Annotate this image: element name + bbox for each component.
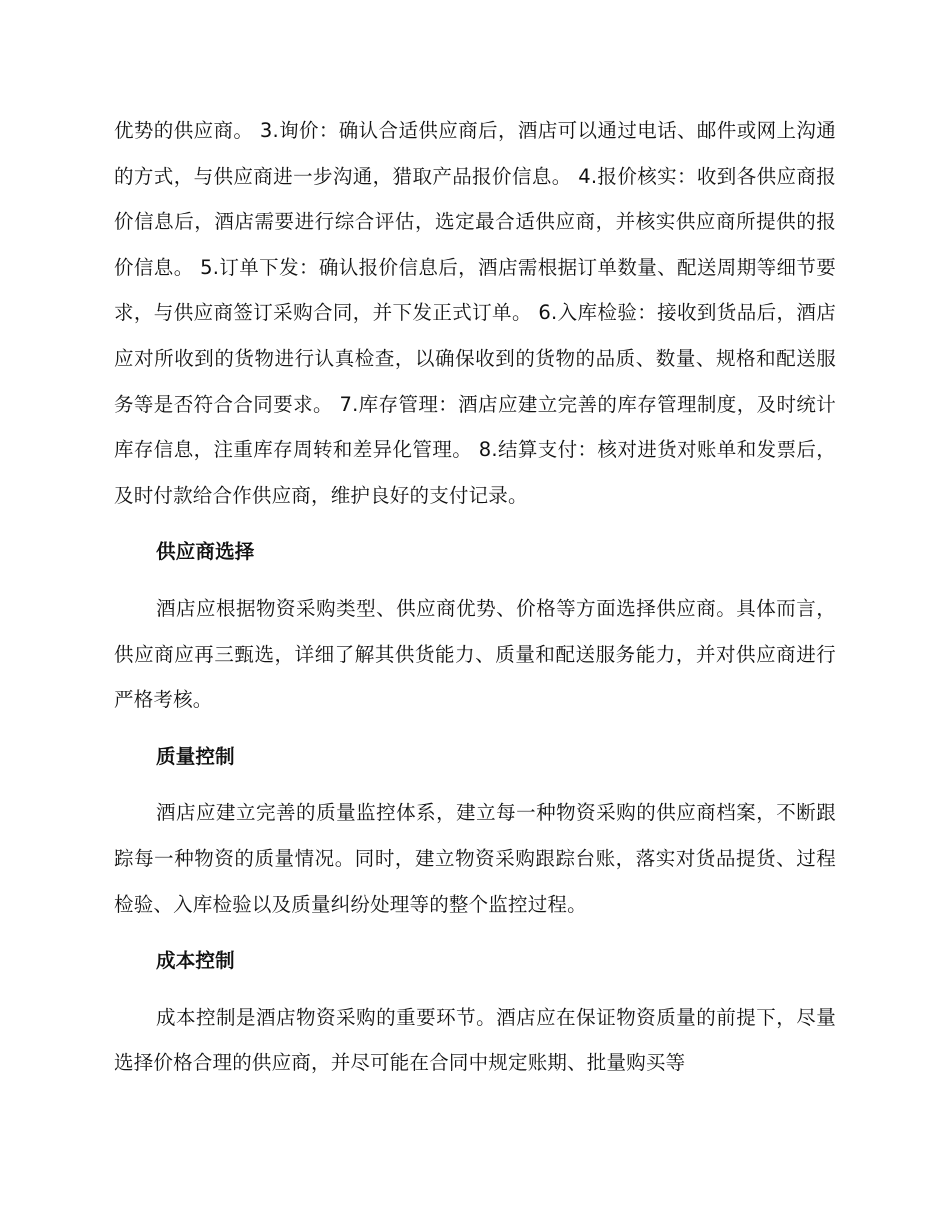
section-heading-supplier-selection: 供应商选择 bbox=[156, 540, 255, 564]
intro-paragraph: 优势的供应商。 3.询价：确认合适供应商后，酒店可以通过电话、邮件或网上沟通的方式，与供应商进一步沟通，猎取产品报价信息。 4.报价核实：收到各供应商报价信息后，酒店需要进行综合评估，选定最合适供应商，并核实供应商所提供的报价信息。 5.订单下发：确认报价信息后，酒店需根据订单数量、配送周期等细节要求，与供应商签订采购合同，并下发正式订单。 6.入库检验：接收到货品后，酒店应对所收到的货物进行认真检查，以确保收到的货物的品质、数量、规格和配送服务等是否符合合同要求。 7.库存管理：酒店应建立完善的库存管理制度，及时统计库存信息，注重库存周转和差异化管理。 8.结算支付：核对进货对账单和发票后，及时付款给合作供应商，维护良好的支付记录。 bbox=[114, 119, 836, 507]
document-body bbox=[114, 108, 836, 1086]
section-heading-quality-control: 质量控制 bbox=[156, 744, 235, 768]
section-body-supplier-selection: 酒店应根据物资采购类型、供应商优势、价格等方面选择供应商。具体而言，供应商应再三甄选，详细了解其供货能力、质量和配送服务能力，并对供应商进行严格考核。 bbox=[114, 596, 836, 712]
section-heading-cost-control: 成本控制 bbox=[156, 949, 235, 973]
section-body-quality-control: 酒店应建立完善的质量监控体系，建立每一种物资采购的供应商档案，不断跟踪每一种物资的质量情况。同时，建立物资采购跟踪台账，落实对货品提货、过程检验、入库检验以及质量纠纷处理等的整个监控过程。 bbox=[114, 801, 836, 916]
section-body-cost-control: 成本控制是酒店物资采购的重要环节。酒店应在保证物资质量的前提下，尽量选择价格合理的供应商，并尽可能在合同中规定账期、批量购买等 bbox=[114, 1005, 836, 1075]
